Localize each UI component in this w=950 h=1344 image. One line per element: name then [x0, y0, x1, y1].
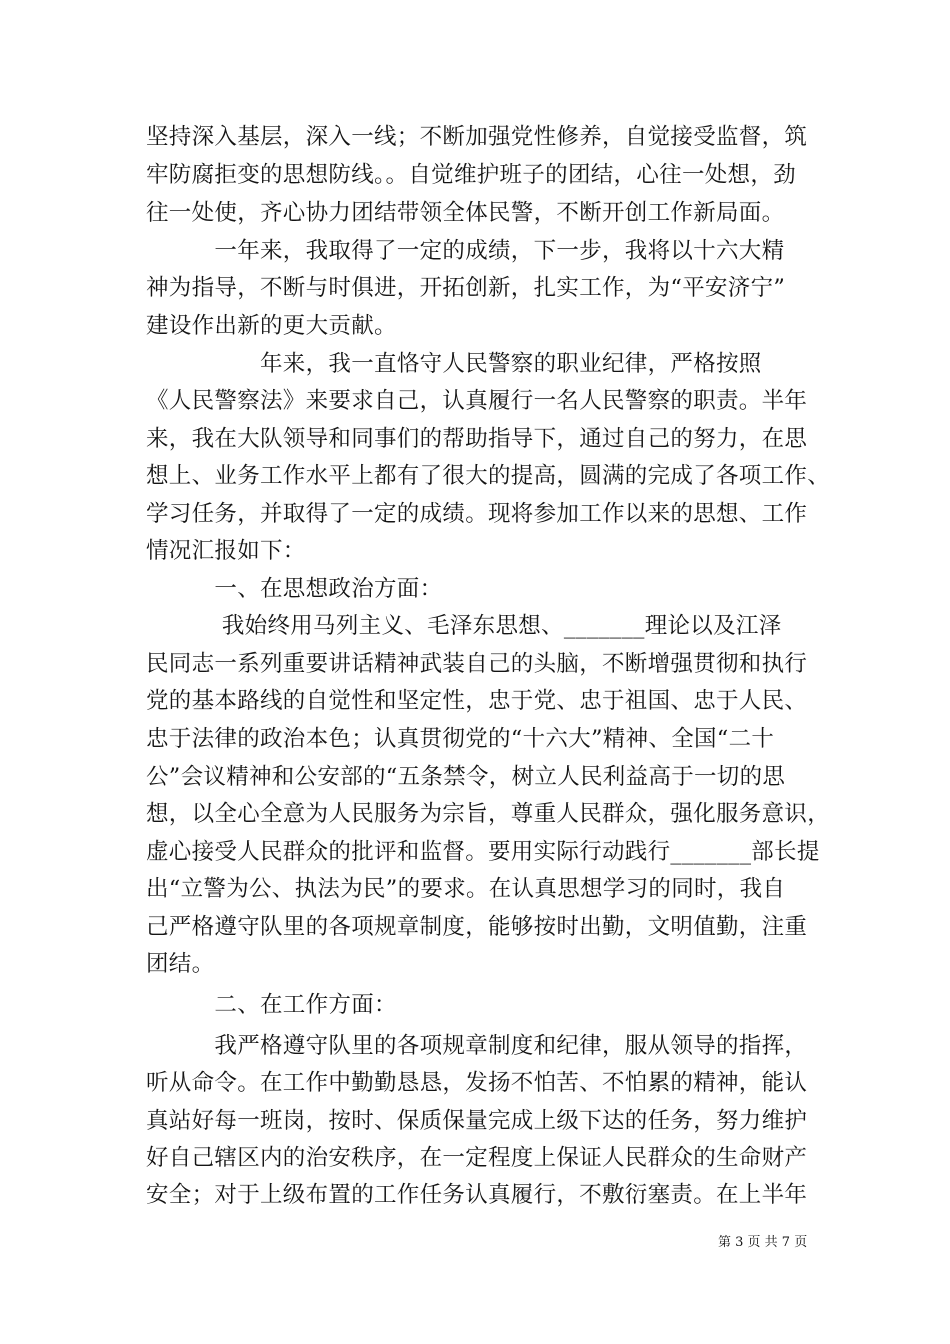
body-line: 听从命令。在工作中勤勤恳恳，发扬不怕苦、不怕累的精神，能认 [146, 1070, 808, 1096]
body-line: 公”会议精神和公安部的“五条禁令，树立人民利益高于一切的思 [146, 764, 786, 790]
section-heading: 一、在思想政治方面： [146, 576, 443, 602]
body-line: 想上、业务工作水平上都有了很大的提高，圆满的完成了各项工作、 [146, 463, 831, 489]
body-line: 学习任务，并取得了一定的成绩。现将参加工作以来的思想、工作 [146, 501, 808, 527]
body-line: 年来，我一直恪守人民警察的职业纪律，严格按照 [146, 351, 762, 377]
body-line: 往一处使，齐心协力团结带领全体民警，不断开创工作新局面。 [146, 200, 785, 226]
body-line: 我严格遵守队里的各项规章制度和纪律，服从领导的指挥， [146, 1033, 808, 1059]
body-line: 己严格遵守队里的各项规章制度，能够按时出勤，文明值勤，注重 [146, 914, 808, 940]
body-line: 坚持深入基层，深入一线；不断加强党性修养，自觉接受监督，筑 [146, 124, 808, 150]
body-line: 团结。 [146, 951, 215, 977]
body-line: 出“立警为公、执法为民”的要求。在认真思想学习的同时，我自 [146, 876, 786, 902]
body-line: 来，我在大队领导和同事们的帮助指导下，通过自己的努力，在思 [146, 426, 808, 452]
body-line: 情况汇报如下： [146, 538, 306, 564]
body-line: 真站好每一班岗，按时、保质保量完成上级下达的任务，努力维护 [146, 1108, 808, 1134]
body-line: 安全；对于上级布置的工作任务认真履行，不敷衍塞责。在上半年 [146, 1182, 808, 1208]
body-line: 《人民警察法》来要求自己，认真履行一名人民警察的职责。半年 [146, 388, 808, 414]
section-heading: 二、在工作方面： [146, 992, 397, 1018]
body-line: 牢防腐拒变的思想防线。。自觉维护班子的团结，心往一处想，劲 [146, 162, 796, 188]
body-line: 一年来，我取得了一定的成绩，下一步，我将以十六大精 [146, 238, 785, 264]
body-line: 神为指导，不断与时俱进，开拓创新，扎实工作，为“平安济宁” [146, 275, 786, 301]
body-line: 忠于法律的政治本色；认真贯彻党的“十六大”精神、全国“二十 [146, 726, 775, 752]
body-line: 想，以全心全意为人民服务为宗旨，尊重人民群众，强化服务意识， [146, 801, 831, 827]
body-line: 好自己辖区内的治安秩序，在一定程度上保证人民群众的生命财产 [146, 1145, 808, 1171]
body-line: 建设作出新的更大贡献。 [146, 313, 397, 339]
page-number: 第 3 页 共 7 页 [718, 1235, 808, 1250]
body-line: 民同志一系列重要讲话精神武装自己的头脑，不断增强贯彻和执行 [146, 651, 808, 677]
body-line: 党的基本路线的自觉性和坚定性，忠于党、忠于祖国、忠于人民、 [146, 688, 808, 714]
body-line: 虚心接受人民群众的批评和监督。要用实际行动践行_______部长提 [146, 839, 820, 865]
body-line: 我始终用马列主义、毛泽东思想、_______理论以及江泽 [146, 613, 782, 639]
